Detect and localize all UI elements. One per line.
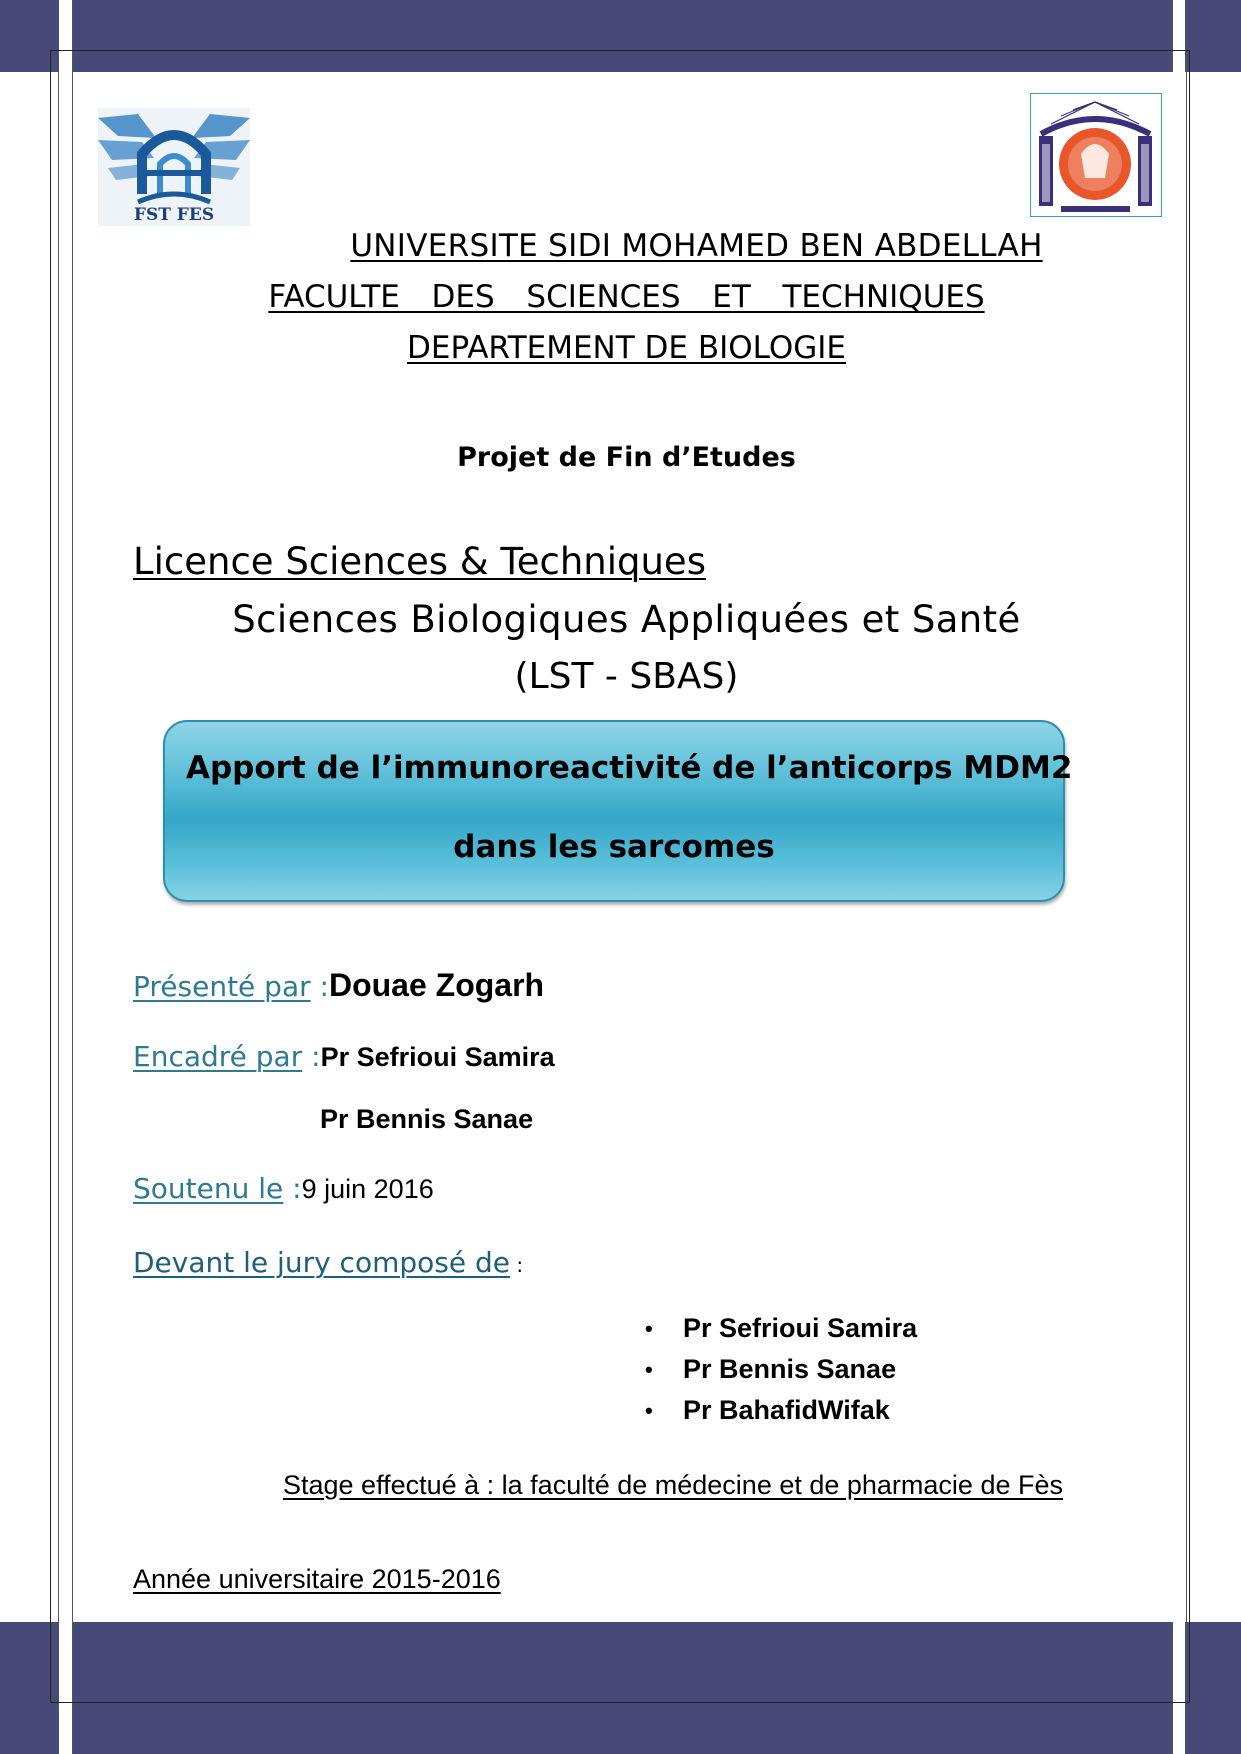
supervisor-1: Pr Sefrioui Samira — [320, 1042, 555, 1072]
supervised-by-label: Encadré par — [133, 1040, 303, 1073]
jury-row — [133, 1246, 523, 1279]
defended-date: 9 juin 2016 — [301, 1174, 434, 1204]
jury-member: Pr Sefrioui Samira — [683, 1313, 918, 1343]
degree-licence — [133, 540, 706, 583]
jury-list — [645, 1308, 917, 1431]
presented-by-value: Douae Zogarh — [328, 967, 545, 1003]
defended-label: Soutenu le — [133, 1172, 284, 1205]
bullet-icon: • — [645, 1357, 653, 1382]
jury-member: Pr BahafidWifak — [683, 1395, 890, 1425]
department-name-text: DEPARTEMENT DE BIOLOGIE — [407, 330, 846, 366]
list-item — [645, 1308, 917, 1349]
defended-sep: : — [283, 1172, 302, 1205]
supervised-by-row — [133, 1040, 555, 1073]
fst-fes-logo-text: FST FES — [133, 205, 215, 225]
supervisor-2: Pr Bennis Sanae — [320, 1104, 534, 1134]
presented-by-sep: : — [310, 970, 329, 1003]
thesis-title-line1: Apport de l’immunoreactivité de l’anticorps MDM2 — [186, 750, 1073, 786]
faculty-name — [6, 279, 1241, 315]
jury-sep: : — [509, 1253, 524, 1277]
university-name-text: UNIVERSITE SIDI MOHAMED BEN ABDELLAH — [350, 228, 1043, 264]
supervised-by-sep: : — [302, 1040, 321, 1073]
degree-licence-text: Licence Sciences & Techniques — [133, 540, 706, 583]
thesis-title-box — [163, 720, 1065, 902]
bullet-icon: • — [645, 1316, 653, 1341]
defended-row — [133, 1172, 434, 1205]
faculty-name-text: FACULTE DES SCIENCES ET TECHNIQUES — [268, 279, 985, 315]
jury-label: Devant le jury composé de — [133, 1246, 510, 1279]
academic-year: Année universitaire 2015-2016 — [133, 1564, 501, 1594]
thesis-title-line2: dans les sarcomes — [453, 829, 775, 865]
fst-fes-logo — [98, 108, 250, 226]
jury-member: Pr Bennis Sanae — [683, 1354, 897, 1384]
department-name — [6, 330, 1241, 366]
presented-by-label: Présenté par — [133, 970, 311, 1003]
degree-program: Sciences Biologiques Appliquées et Santé — [232, 598, 1021, 641]
project-type: Projet de Fin d’Etudes — [457, 442, 796, 473]
internship-location: Stage effectué à : la faculté de médecine et de pharmacie de Fès — [283, 1470, 1063, 1500]
university-name — [76, 228, 1241, 264]
list-item — [645, 1349, 917, 1390]
list-item — [645, 1390, 917, 1431]
presented-by-row — [133, 967, 544, 1004]
degree-acronym: (LST - SBAS) — [514, 656, 739, 697]
university-seal-icon — [1030, 93, 1162, 217]
bullet-icon: • — [645, 1398, 653, 1423]
